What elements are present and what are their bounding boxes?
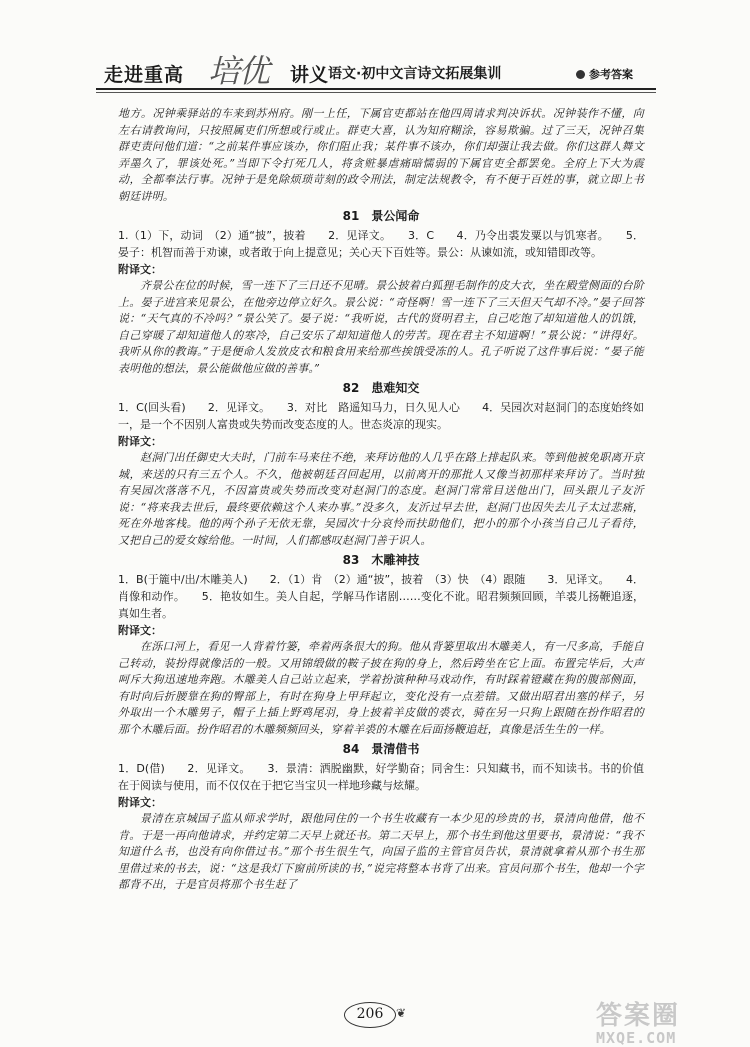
section-title: 82 患难知交 — [342, 381, 420, 395]
watermark — [596, 1002, 746, 1046]
book-title-suffix: 讲义 — [290, 64, 329, 86]
answer-block: 1．B(于簏中/出/木雕美人) 2．（1）肯 （2）通“披”，披着 （3）快 （4）跟随 3．见译文。 4．肖像和动作。 5．艳妆如生。美人自起，学解马作诸剧……变化不讹。昭君频频回顾，羊裘儿扬鞭追逐，真如生者。 — [118, 573, 644, 620]
section-title: 81 景公闻命 — [342, 209, 420, 223]
book-title: 走进重高 — [104, 64, 185, 86]
translation-label: 附译文： — [118, 435, 162, 448]
watermark-text: 答案圈 — [596, 1001, 681, 1031]
answer-label — [576, 66, 633, 82]
bullet-icon — [576, 70, 585, 79]
translation-label: 附译文： — [118, 796, 162, 809]
translation-label: 附译文： — [118, 624, 162, 637]
page-number: 206 — [356, 1006, 384, 1022]
watermark-url: MXQE.COM — [596, 1029, 677, 1047]
section-title: 84 景清借书 — [342, 742, 420, 756]
flourish-icon: ❦ — [396, 1006, 407, 1020]
book-title-script: 培优 — [208, 52, 269, 90]
answer-label-text: 参考答案 — [589, 68, 633, 81]
header-rule — [96, 88, 656, 90]
section-title: 83 木雕神技 — [342, 553, 420, 567]
translation-paragraph: 在泺口河上，看见一人背着竹篓，牵着两条很大的狗。他从背篓里取出木雕美人，有一尺多高，手能自己转动，装扮得就像活的一般。又用锦缎做的鞍子披在狗的身上，然后跨坐在它上面。布置完毕后，大声呵斥大狗迅速地奔跑。木雕美人自己站立起来，学着扮演种种马戏动作，有时踩着镫藏在狗的腹部侧面，有时向后折腰靠在狗的臀部上，有时在狗身上甲拜起立，变化没有一点差错。又做出昭君出塞的样子，另外取出一个木雕男子，帽子上插上野鸡尾羽，身上披着羊皮做的裘衣，骑在另一只狗上跟随在扮作昭君的那个木雕后面。扮作昭君的木雕频频回头，穿着羊裘的木雕在后面扬鞭追赶，真像是活生生的一样。 — [118, 640, 644, 736]
answer-block: 1.（1）下，动词 （2）通“披”，披着 2．见译文。 3．C 4．乃令出裘发粟以与饥寒者。 5．晏子：机智而善于劝谏，或者敢于向上提意见；关心天下百姓等。景公：从谏如流，或知错即改等。 — [118, 229, 644, 259]
page-number-badge — [344, 1002, 407, 1028]
translation-paragraph: 赵洞门出任御史大夫时，门前车马来往不绝，来拜访他的人几乎在路上排起队来。等到他被免职离开京城，来送的只有三五个人。不久，他被朝廷召回起用，以前离开的那批人又像当初那样来拜访了。当时独有吴园次落落不凡，不因富贵或失势而改变对赵洞门的态度。赵洞门常常目送他出门，回头跟儿子友沂说：“将来我去世后，最终要依赖这个人来办事。”没多久，友沂过早去世，赵洞门也因失去儿子太过悲痛，死在外地客栈。他的两个孙子无依无靠，吴园次十分哀怜而扶助他们，把小的那个小孩当自己儿子看待，又把自己的爱女嫁给他。一时间，人们都感叹赵洞门善于识人。 — [118, 451, 644, 547]
page-footer — [0, 1000, 750, 1046]
page-body — [118, 106, 644, 894]
page-header — [96, 52, 656, 96]
book-subtitle: 语文·初中文言诗文拓展集训 — [328, 66, 502, 82]
translation-paragraph: 景清在京城国子监从师求学时，跟他同住的一个书生收藏有一本少见的珍贵的书，景清向他借，他不肯。于是一再向他请求，并约定第二天早上就还书。第二天早上，那个书生到他这里要书，景清说：“我不知道什么书，也没有向你借过书。”那个书生很生气，向国子监的主管官员告状，景清就拿着从那个书生那里借过来的书去，说：“这是我灯下窗前所读的书，”说完将整本书背了出来。官员问那个书生，他却一个字都背不出，于是官员将那个书生赶了 — [118, 812, 644, 891]
header-rule-thin — [96, 92, 656, 93]
continued-translation: 地方。况钟乘驿站的车来到苏州府。刚一上任，下属官吏都站在他四周请求判决诉状。况钟装作不懂，向左右请教询问，只按照属吏们所想或行或止。群吏大喜，认为知府糊涂，容易欺骗。过了三天，况钟召集群吏责问他们道：“之前某件事应该办，你们阻止我；某件事不该办，你们却强让我去做。你们这群人舞文弄墨久了，罪该处死。”当即下令打死几人，将贪赃暴虐痛暗懦弱的下属官吏全都罢免。全府上下大为震动，全都奉法行事。况钟于是免除烦琐苛刻的政令刑法，制定法规教令，有不便于百姓的事，就立即上书朝廷讲明。 — [118, 107, 644, 203]
translation-paragraph: 齐景公在位的时候，雪一连下了三日还不见晴。景公披着白狐狸毛制作的皮大衣，坐在殿堂侧面的台阶上。晏子进宫来见景公，在他旁边停立好久。景公说：“奇怪啊！雪一连下了三天但天气却不冷。”晏子回答说：“天气真的不冷吗？”景公笑了。晏子说：“我听说，古代的贤明君主，自己吃饱了却知道他人的饥饿，自己穿暖了却知道他人的寒冷，自己安乐了却知道他人的劳苦。现在君主不知道啊！”景公说：“讲得好。我听从你的教诲。”于是便命人发放皮衣和粮食用来给那些挨饿受冻的人。孔子听说了这件事后说：“晏子能表明他的想法，景公能做他应做的善事。” — [118, 279, 644, 375]
translation-label: 附译文： — [118, 263, 162, 276]
answer-block: 1．D(借) 2．见译文。 3．景清：洒脱幽默，好学勤奋；同舍生：只知藏书，而不知读书。书的价值在于阅读与使用，而不仅仅在于把它当宝贝一样地珍藏与炫耀。 — [118, 762, 644, 792]
answer-block: 1．C(回头看) 2．见译文。 3．对比 路遥知马力，日久见人心 4．吴园次对赵洞门的态度始终如一，是一个不因别人富贵或失势而改变态度的人。世态炎凉的现实。 — [118, 401, 644, 431]
